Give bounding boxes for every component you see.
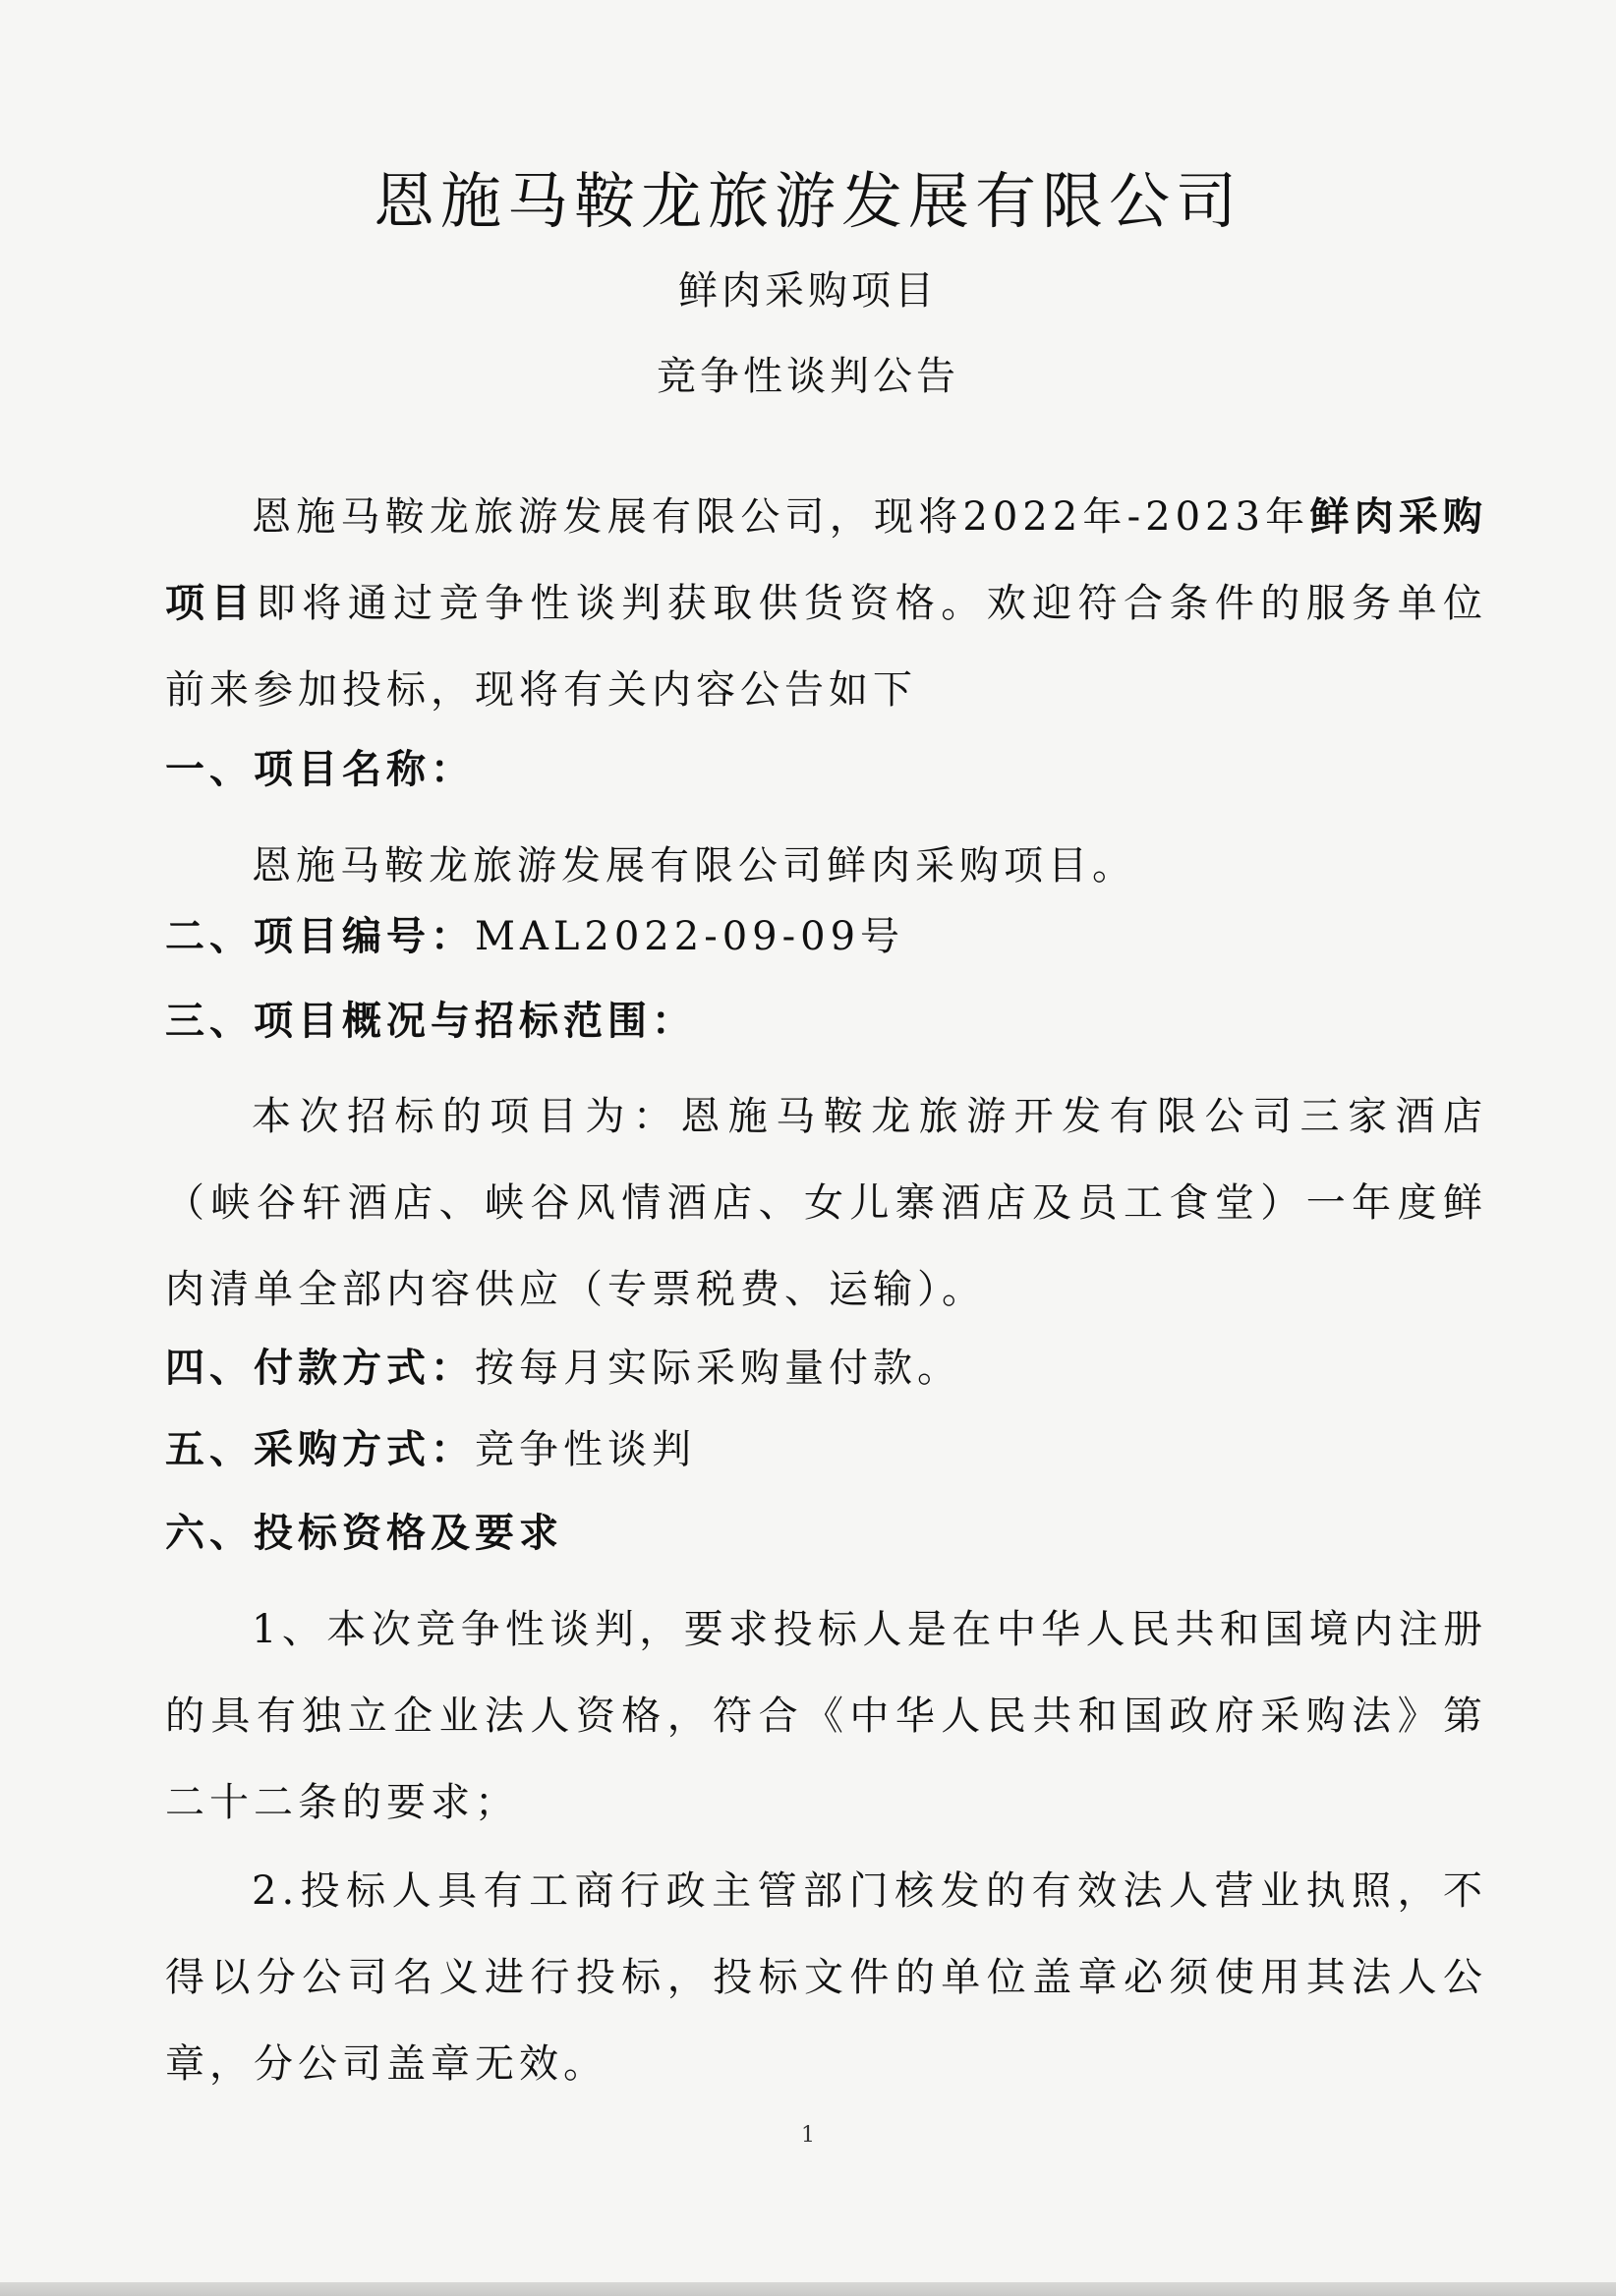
intro-paragraph [165, 474, 1487, 733]
payment-method: 按每月实际采购量付款。 [475, 1346, 961, 1391]
company-title: 恩施马鞍龙旅游发展有限公司 [373, 165, 1242, 237]
intro-text-a: 恩施马鞍龙旅游发展有限公司，现将2022年-2023年 [252, 494, 1310, 540]
page-number: 1 [801, 2123, 815, 2148]
notice-subtitle: 竞争性谈判公告 [657, 354, 959, 399]
section-5-heading: 五、采购方式： [165, 1426, 475, 1472]
procurement-method: 竞争性谈判 [475, 1427, 696, 1472]
section-4-line [165, 1341, 1487, 1396]
project-number: MAL2022-09-09号 [475, 914, 905, 959]
section-3-body: 本次招标的项目为：恩施马鞍龙旅游开发有限公司三家酒店（峡谷轩酒店、峡谷风情酒店、女儿寨酒店及员工食堂）一年度鲜肉清单全部内容供应（专票税费、运输）。 [165, 1094, 1487, 1312]
intro-project-name: 鲜肉采购项目 [165, 493, 1488, 626]
requirement-2: 2.投标人具有工商行政主管部门核发的有效法人营业执照，不得以分公司名义进行投标，投标文件的单位盖章必须使用其法人公章，分公司盖章无效。 [165, 1868, 1487, 2087]
section-2-heading: 二、项目编号： [165, 913, 475, 959]
section-4-heading: 四、付款方式： [165, 1345, 475, 1391]
requirement-1: 1、本次竞争性谈判，要求投标人是在中华人民共和国境内注册的具有独立企业法人资格，符合《中华人民共和国政府采购法》第二十二条的要求； [165, 1607, 1487, 1825]
intro-text-c: 即将通过竞争性谈判获取供货资格。欢迎符合条件的服务单位前来参加投标，现将有关内容公告如下 [165, 581, 1488, 713]
project-subtitle: 鲜肉采购项目 [678, 268, 938, 314]
section-3-heading: 三、项目概况与招标范围： [165, 998, 696, 1044]
section-1-body: 恩施马鞍龙旅游发展有限公司鲜肉采购项目。 [252, 843, 1136, 889]
section-2-line [165, 909, 1487, 964]
section-6-heading: 六、投标资格及要求 [165, 1510, 563, 1556]
section-1-heading: 一、项目名称： [165, 746, 475, 792]
scan-border [0, 2282, 1616, 2296]
section-5-line [165, 1422, 1487, 1477]
